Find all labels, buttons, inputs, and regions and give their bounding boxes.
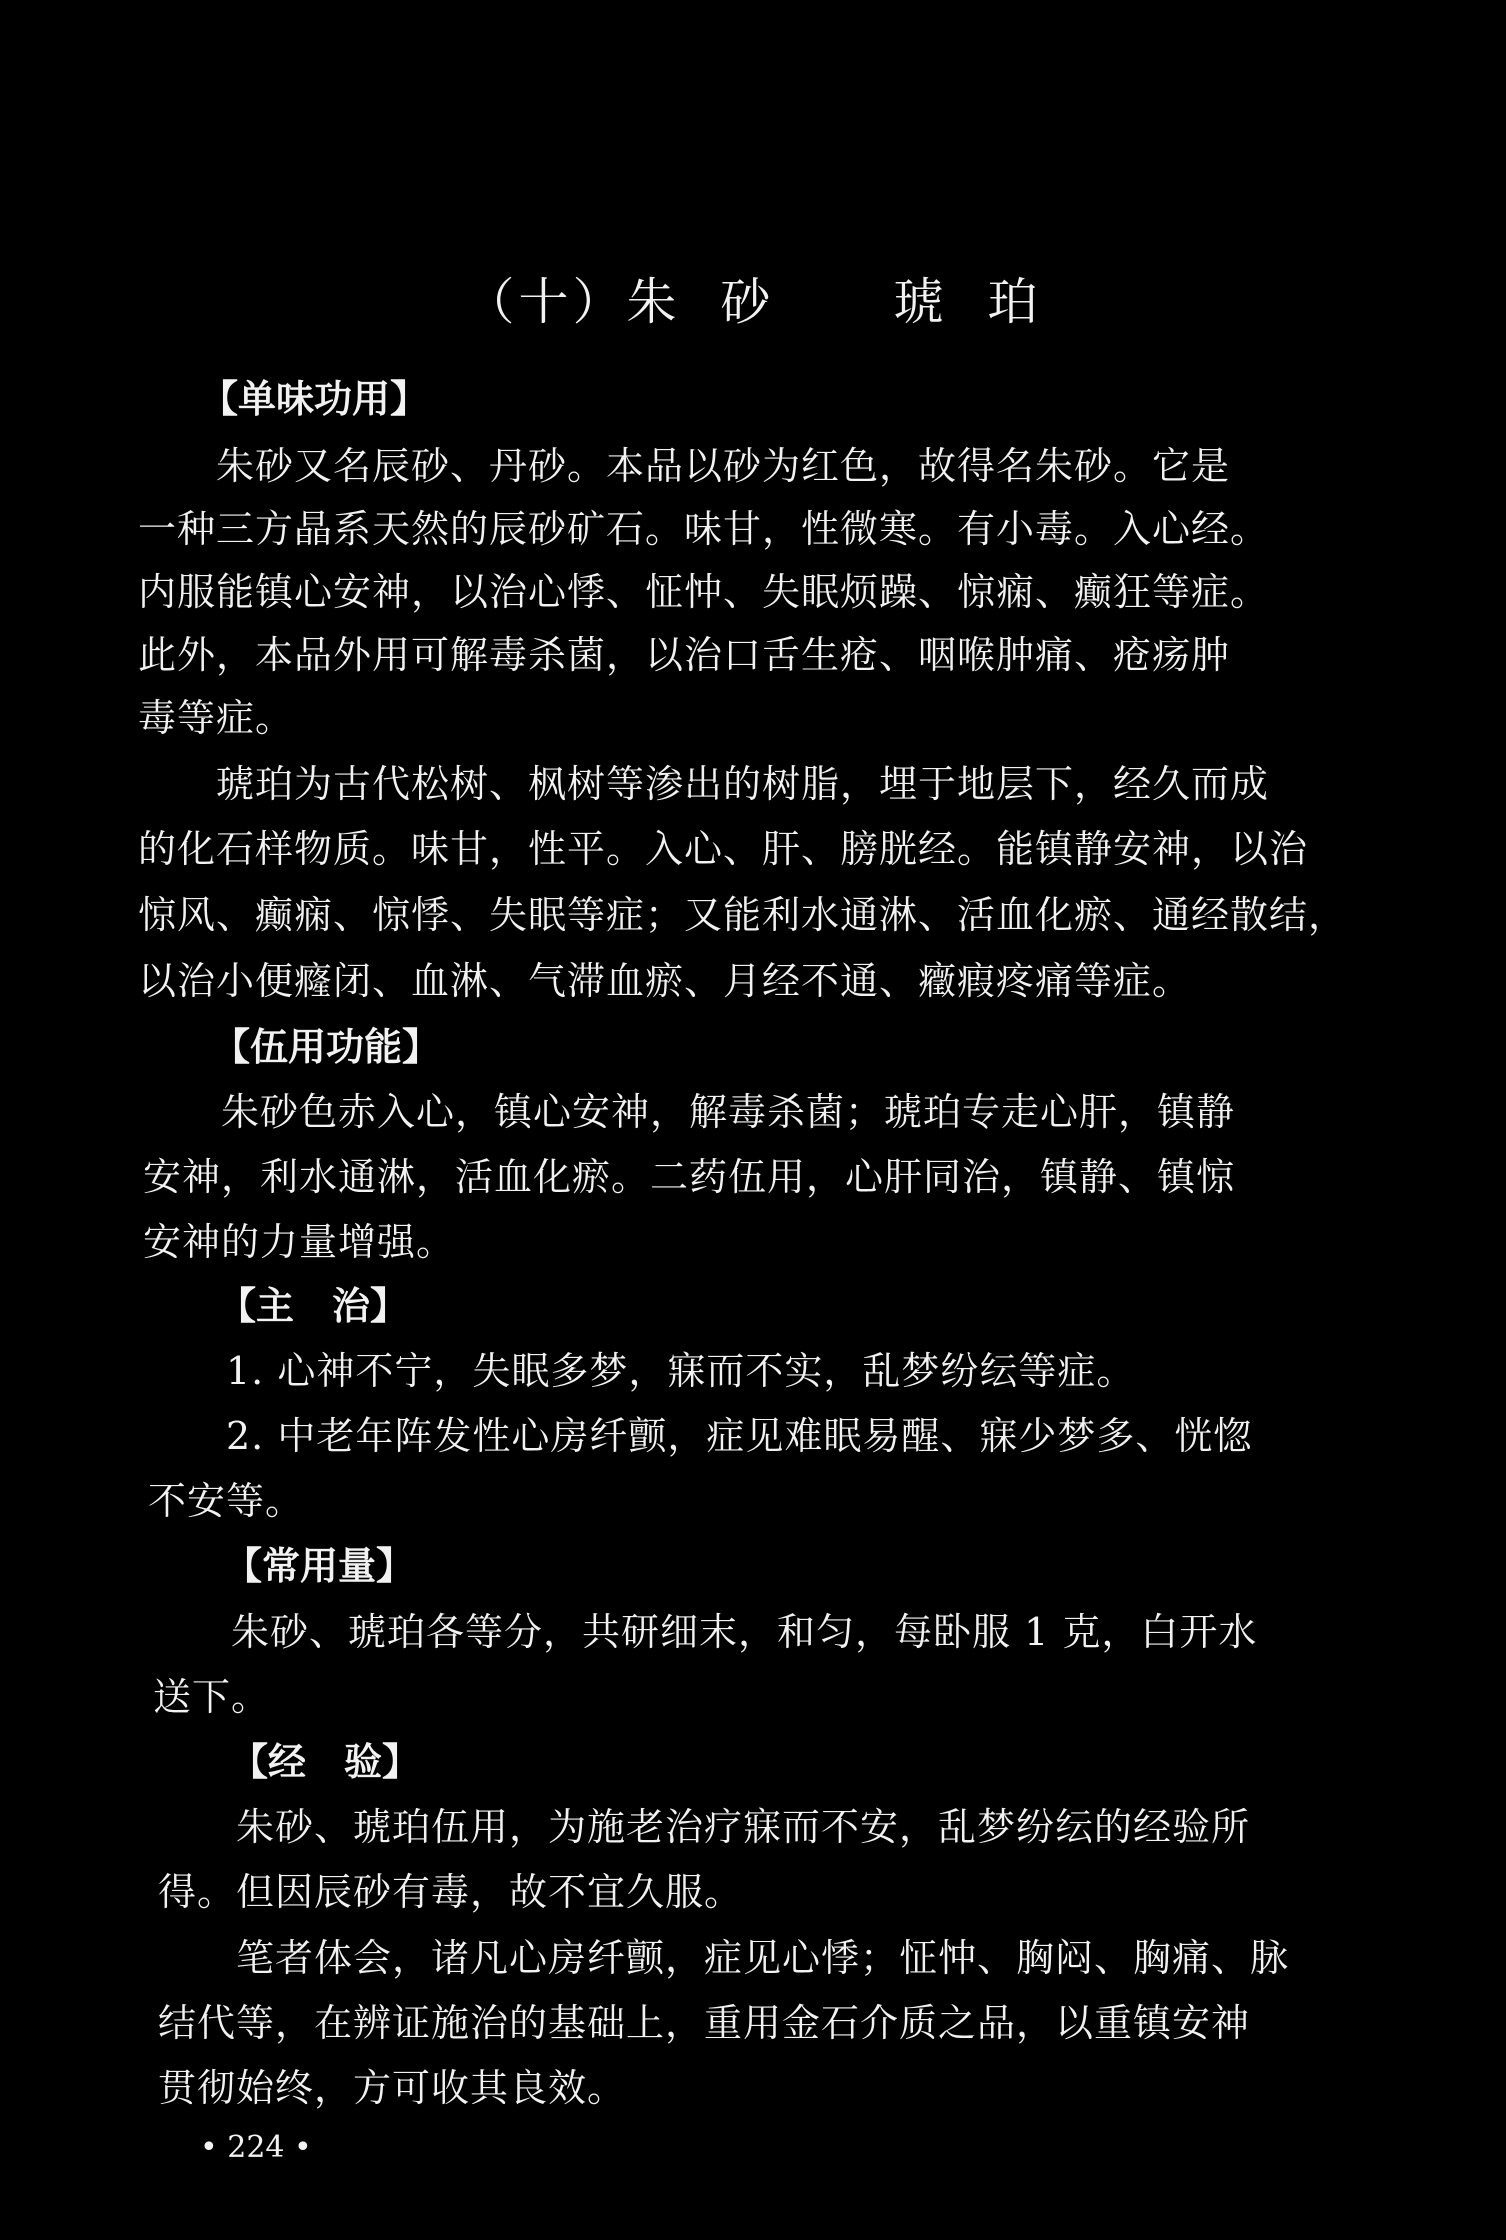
paragraph-line: 2. 中老年阵发性心房纤颤，症见难眠易醒、寐少梦多、恍惚 [148,1414,1253,1458]
paragraph-line: 贯彻始终，方可收其良效。 [158,2066,627,2110]
paragraph-line: 1. 心神不宁，失眠多梦，寐而不实，乱梦纷纭等症。 [148,1349,1136,1393]
paragraph-line: 此外，本品外用可解毒杀菌，以治口舌生疮、咽喉肿痛、疮疡肿 [138,633,1231,677]
paragraph-line: 朱砂又名辰砂、丹砂。本品以砂为红色，故得名朱砂。它是 [138,444,1231,488]
paragraph-line: 一种三方晶系天然的辰砂矿石。味甘，性微寒。有小毒。入心经。 [138,507,1270,551]
paragraph-line: 内服能镇心安神，以治心悸、怔忡、失眠烦躁、惊痫、癫狂等症。 [138,570,1270,614]
paragraph-line: 琥珀为古代松树、枫树等渗出的树脂，埋于地层下，经久而成 [138,762,1270,806]
paragraph-line: 以治小便癃闭、血淋、气滞血瘀、月经不通、癥瘕疼痛等症。 [138,959,1192,1003]
paragraph-line: 送下。 [153,1675,271,1719]
heading-indications: 【主 治】 [218,1284,409,1328]
page-title: （十）朱 砂 琥 珀 [464,273,1042,331]
paragraph-line: 朱砂、琥珀伍用，为施老治疗寐而不安，乱梦纷纭的经验所 [158,1805,1251,1849]
heading-experience: 【经 验】 [230,1740,421,1784]
paragraph-line: 结代等，在辨证施治的基础上，重用金石介质之品，以重镇安神 [158,2001,1251,2045]
paragraph-line: 朱砂、琥珀各等分，共研细末，和匀，每卧服 1 克，白开水 [153,1610,1258,1654]
heading-dosage: 【常用量】 [224,1544,415,1588]
heading-combined-function: 【伍用功能】 [212,1025,441,1069]
paragraph-line: 笔者体会，诸凡心房纤颤，症见心悸；怔忡、胸闷、胸痛、脉 [158,1936,1290,1980]
paragraph-line: 的化石样物质。味甘，性平。入心、肝、膀胱经。能镇静安神，以治 [138,827,1309,871]
paragraph-line: 朱砂色赤入心，镇心安神，解毒杀菌；琥珀专走心肝，镇静 [143,1090,1236,1134]
paragraph-line: 安神，利水通淋，活血化瘀。二药伍用，心肝同治，镇静、镇惊 [143,1155,1236,1199]
paragraph-line: 得。但因辰砂有毒，故不宜久服。 [158,1870,744,1914]
paragraph-line: 安神的力量增强。 [143,1220,456,1264]
paragraph-line: 不安等。 [148,1479,305,1523]
page-number: • 224 • [200,2130,312,2165]
heading-single-function: 【单味功用】 [200,377,429,421]
paragraph-line: 毒等症。 [138,696,295,740]
paragraph-line: 惊风、癫痫、惊悸、失眠等症；又能利水通淋、活血化瘀、通经散结， [138,893,1348,937]
